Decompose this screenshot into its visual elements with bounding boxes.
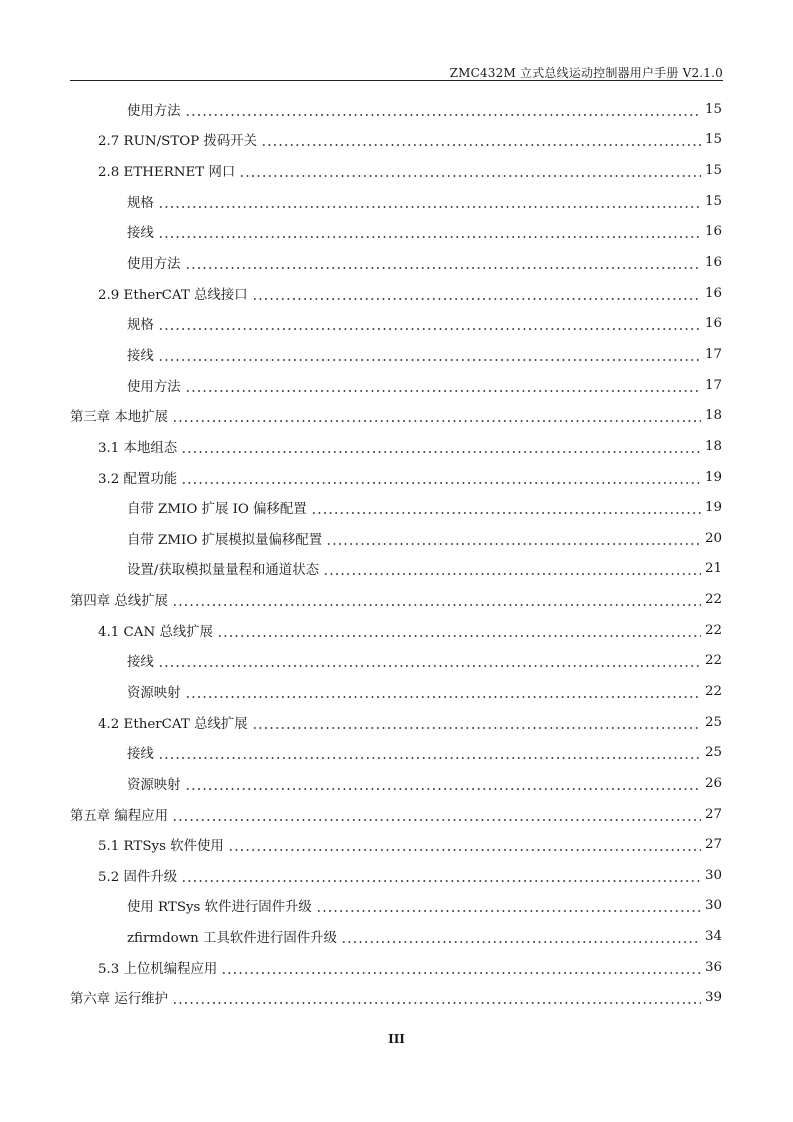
toc-entry-page: 36	[704, 959, 722, 975]
toc-entry-title: 规格	[127, 195, 154, 211]
toc-entry-page: 22	[704, 653, 722, 669]
dot-leader	[172, 809, 701, 822]
toc-entry-title: 自带 ZMIO 扩展模拟量偏移配置	[127, 532, 323, 548]
toc-entry[interactable]	[70, 983, 722, 1014]
dot-leader	[181, 870, 701, 883]
toc-entry[interactable]	[70, 676, 722, 707]
toc-entry-title: 接线	[127, 747, 154, 763]
dot-leader	[158, 318, 701, 331]
dot-leader	[252, 717, 701, 730]
toc-entry-page: 30	[704, 898, 722, 914]
dot-leader	[181, 472, 701, 485]
toc-entry-title: 第四章 总线扩展	[70, 594, 168, 610]
dot-leader	[158, 226, 701, 239]
table-of-contents	[70, 94, 722, 1013]
toc-entry-title: 规格	[127, 318, 154, 334]
toc-entry[interactable]	[70, 308, 722, 339]
toc-entry-title: 3.1 本地组态	[98, 440, 178, 456]
toc-entry-page: 15	[704, 193, 722, 209]
toc-entry[interactable]	[70, 339, 722, 370]
toc-entry[interactable]	[70, 247, 722, 278]
toc-entry[interactable]	[70, 370, 722, 401]
page-header	[70, 60, 723, 81]
dot-leader	[185, 686, 701, 699]
toc-entry-title: 5.1 RTSys 软件使用	[98, 839, 224, 855]
toc-entry-title: zfirmdown 工具软件进行固件升级	[127, 931, 337, 947]
dot-leader	[217, 625, 701, 638]
toc-entry-page: 17	[704, 346, 722, 362]
toc-entry-title: 资源映射	[127, 685, 181, 701]
toc-entry-page: 15	[704, 132, 722, 148]
document-title: ZMC432M 立式总线运动控制器用户手册 V2.1.0	[449, 66, 723, 80]
toc-entry-title: 2.9 EtherCAT 总线接口	[98, 287, 248, 303]
toc-entry[interactable]	[70, 768, 722, 799]
toc-entry-page: 16	[704, 224, 722, 240]
dot-leader	[158, 349, 701, 362]
dot-leader	[252, 288, 701, 301]
toc-entry-page: 19	[704, 500, 722, 516]
toc-entry-page: 21	[704, 561, 722, 577]
toc-entry-title: 5.3 上位机编程应用	[98, 961, 218, 977]
dot-leader	[311, 502, 701, 515]
toc-entry-page: 19	[704, 469, 722, 485]
toc-entry-title: 使用 RTSys 软件进行固件升级	[127, 900, 312, 916]
toc-entry[interactable]	[70, 737, 722, 768]
toc-entry[interactable]	[70, 891, 722, 922]
toc-entry-page: 16	[704, 255, 722, 271]
toc-entry-title: 4.1 CAN 总线扩展	[98, 624, 214, 640]
toc-entry-title: 5.2 固件升级	[98, 869, 178, 885]
toc-entry-page: 17	[704, 377, 722, 393]
toc-entry[interactable]	[70, 155, 722, 186]
toc-entry[interactable]	[70, 554, 722, 585]
dot-leader	[181, 441, 701, 454]
toc-entry[interactable]	[70, 400, 722, 431]
toc-entry[interactable]	[70, 646, 722, 677]
toc-entry[interactable]	[70, 707, 722, 738]
dot-leader	[326, 533, 701, 546]
toc-entry-page: 16	[704, 285, 722, 301]
toc-entry-page: 16	[704, 316, 722, 332]
dot-leader	[185, 778, 701, 791]
toc-entry[interactable]	[70, 278, 722, 309]
toc-entry-page: 25	[704, 714, 722, 730]
toc-entry-title: 第三章 本地扩展	[70, 410, 168, 426]
page-number: III	[388, 1032, 405, 1046]
toc-entry[interactable]	[70, 523, 722, 554]
toc-entry-title: 使用方法	[127, 257, 181, 273]
toc-entry-title: 2.7 RUN/STOP 拨码开关	[98, 134, 258, 150]
toc-entry[interactable]	[70, 431, 722, 462]
dot-leader	[158, 747, 701, 760]
toc-entry-title: 使用方法	[127, 103, 181, 119]
dot-leader	[228, 839, 701, 852]
dot-leader	[185, 380, 701, 393]
toc-entry-page: 26	[704, 775, 722, 791]
toc-entry-title: 第五章 编程应用	[70, 808, 168, 824]
toc-entry[interactable]	[70, 492, 722, 523]
toc-entry-page: 30	[704, 867, 722, 883]
toc-entry[interactable]	[70, 799, 722, 830]
toc-entry[interactable]	[70, 125, 722, 156]
dot-leader	[316, 900, 701, 913]
toc-entry[interactable]	[70, 186, 722, 217]
toc-entry-title: 自带 ZMIO 扩展 IO 偏移配置	[127, 502, 307, 518]
toc-entry[interactable]	[70, 217, 722, 248]
toc-entry[interactable]	[70, 615, 722, 646]
dot-leader	[261, 134, 701, 147]
toc-entry-page: 22	[704, 622, 722, 638]
dot-leader	[185, 257, 701, 270]
dot-leader	[158, 655, 701, 668]
dot-leader	[172, 594, 701, 607]
toc-entry-page: 27	[704, 837, 722, 853]
dot-leader	[172, 992, 701, 1005]
toc-entry-title: 使用方法	[127, 379, 181, 395]
dot-leader	[221, 962, 701, 975]
toc-entry[interactable]	[70, 921, 722, 952]
toc-entry[interactable]	[70, 94, 722, 125]
toc-entry[interactable]	[70, 462, 722, 493]
dot-leader	[158, 196, 701, 209]
toc-entry-page: 20	[704, 530, 722, 546]
toc-entry-title: 2.8 ETHERNET 网口	[98, 165, 236, 181]
toc-entry[interactable]	[70, 860, 722, 891]
toc-entry-page: 22	[704, 592, 722, 608]
dot-leader	[172, 410, 701, 423]
dot-leader	[341, 931, 701, 944]
toc-entry-page: 15	[704, 163, 722, 179]
toc-entry-title: 3.2 配置功能	[98, 471, 178, 487]
toc-entry-page: 15	[704, 101, 722, 117]
dot-leader	[185, 104, 701, 117]
toc-entry-title: 设置/获取模拟量量程和通道状态	[127, 563, 319, 579]
toc-entry-page: 22	[704, 683, 722, 699]
toc-entry-title: 接线	[127, 226, 154, 242]
toc-entry-title: 资源映射	[127, 777, 181, 793]
toc-entry-page: 34	[704, 929, 722, 945]
toc-entry-page: 27	[704, 806, 722, 822]
toc-entry-page: 18	[704, 438, 722, 454]
toc-entry[interactable]	[70, 829, 722, 860]
toc-entry-page: 18	[704, 408, 722, 424]
toc-entry-title: 接线	[127, 655, 154, 671]
toc-entry[interactable]	[70, 952, 722, 983]
toc-entry-title: 4.2 EtherCAT 总线扩展	[98, 716, 248, 732]
toc-entry-page: 39	[704, 990, 722, 1006]
dot-leader	[323, 563, 701, 576]
toc-entry-title: 第六章 运行维护	[70, 992, 168, 1008]
toc-entry[interactable]	[70, 584, 722, 615]
toc-entry-page: 25	[704, 745, 722, 761]
dot-leader	[239, 165, 701, 178]
toc-entry-title: 接线	[127, 348, 154, 364]
